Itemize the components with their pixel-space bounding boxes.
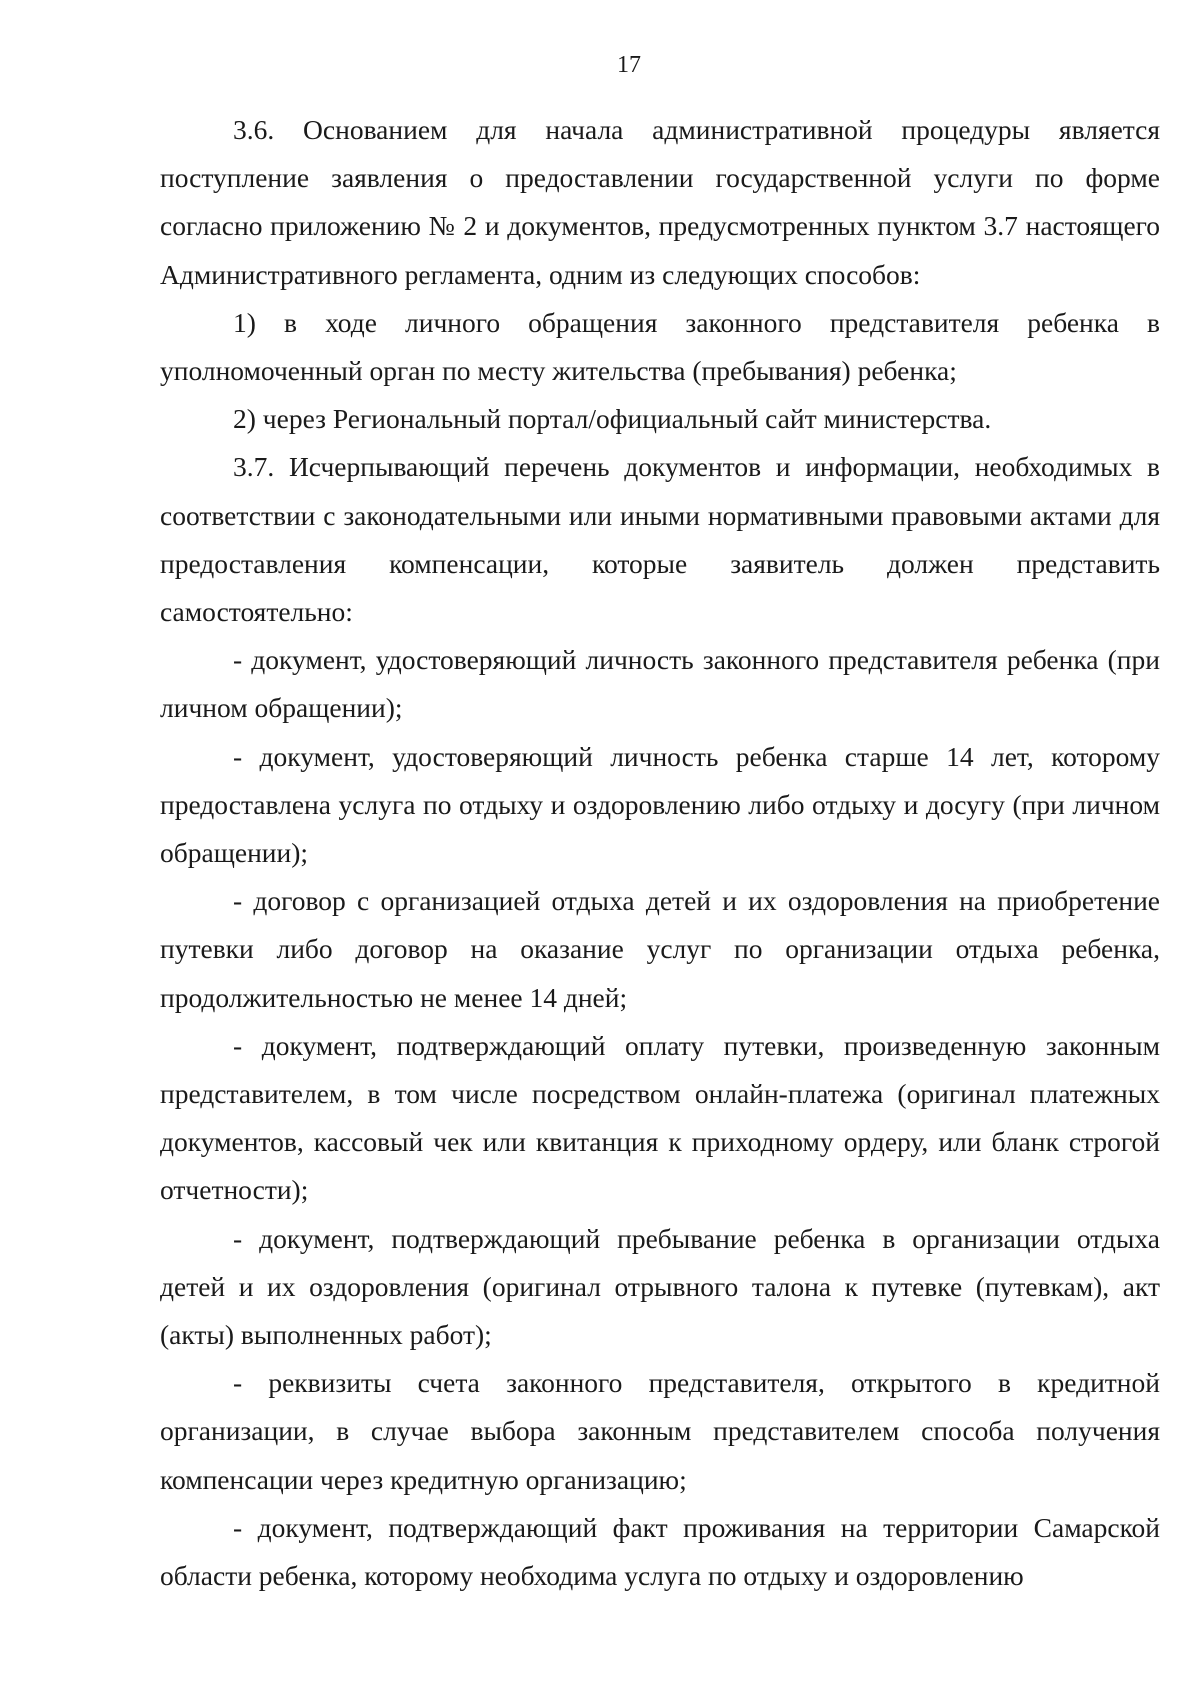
- document-body: [160, 106, 1160, 1600]
- list-item: - документ, удостоверяющий личность ребенка старше 14 лет, которому предоставлена услуга по отдыху и оздоровлению либо отдыху и досугу (при личном обращении);: [160, 740, 1160, 869]
- list-item: - договор с организацией отдыха детей и их оздоровления на приобретение путевки либо договор на оказание услуг по организации отдыха ребенка, продолжительностью не менее 14 дней;: [160, 885, 1160, 1013]
- list-item: - документ, подтверждающий факт проживания на территории Самарской области ребенка, которому необходима услуга по отдыху и оздоровлению: [160, 1511, 1160, 1592]
- paragraph-3-6: 3.6. Основанием для начала административной процедуры является поступление заявления о предоставлении государственной услуги по форме согласно приложению № 2 и документов, предусмотренных пунктом 3.7 настоящего Административного регламента, одним из следующих способов:: [160, 114, 1160, 290]
- paragraph-method-1: 1) в ходе личного обращения законного представителя ребенка в уполномоченный орган по месту жительства (пребывания) ребенка;: [160, 306, 1160, 387]
- list-item: - документ, удостоверяющий личность законного представителя ребенка (при личном обращении);: [160, 644, 1160, 724]
- paragraph-method-2: 2) через Региональный портал/официальный сайт министерства.: [233, 403, 992, 435]
- list-item: - документ, подтверждающий оплату путевки, произведенную законным представителем, в том числе посредством онлайн-платежа (оригинал платежных документов, кассовый чек или квитанция к приходному ордеру, или бланк строгой отчетности);: [160, 1029, 1160, 1206]
- list-item: - реквизиты счета законного представителя, открытого в кредитной организации, в случае выбора законным представителем способа получения компенсации через кредитную организацию;: [160, 1367, 1160, 1495]
- paragraph-3-7: 3.7. Исчерпывающий перечень документов и информации, необходимых в соответствии с законодательными или иными нормативными правовыми актами для предоставления компенсации, которые заявитель должен представить самостоятельно:: [160, 451, 1160, 628]
- page-number: 17: [617, 52, 641, 78]
- list-item: - документ, подтверждающий пребывание ребенка в организации отдыха детей и их оздоровления (оригинал отрывного талона к путевке (путевкам), акт (акты) выполненных работ);: [160, 1222, 1160, 1351]
